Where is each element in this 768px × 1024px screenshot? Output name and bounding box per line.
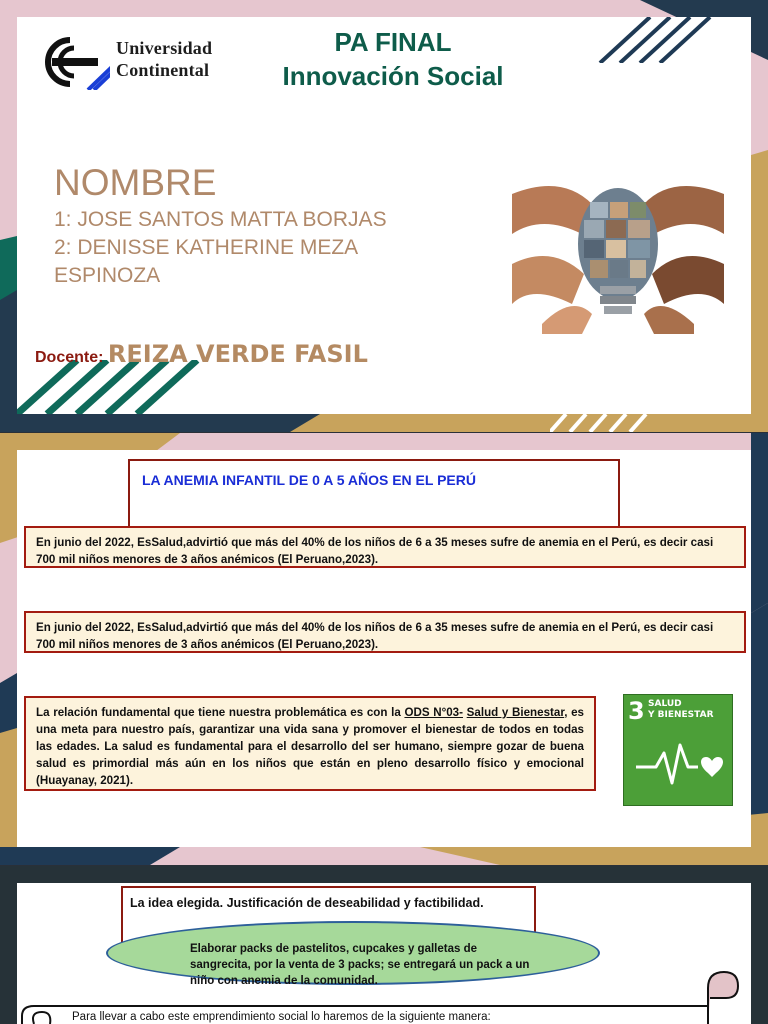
slide-1 [0,0,768,432]
logo-line-2: Continental [116,60,210,80]
scroll-text: Para llevar a cabo este emprendimiento social lo haremos de la siguiente manera: [72,1011,491,1023]
title-line-1: PA FINAL [334,27,452,57]
ods-text-post: , es una meta para nuestro país, garantizar una vida sana y promover el bienestar de todos en todas las edades. La salud es fundamental para el desarrollo del ser humano, siempre gozar de buena salud es primordial más aún en los niños que están en pleno desarrollo físico y emocional (Huayanay, 2021). [36,706,584,787]
title-line-2: Innovación Social [282,61,504,91]
stripes-bottom-left [17,360,257,414]
nombre-heading: NOMBRE [54,162,217,203]
team-names [54,160,454,290]
logo-line-1: Universidad [116,38,213,58]
docente-line [35,340,368,368]
ods-text-pre: La relación fundamental que tiene nuestra problemática es con la [36,706,405,719]
member-2: 2: DENISSE KATHERINE MEZA [54,236,359,259]
member-1: 1: JOSE SANTOS MATTA BORJAS [54,208,387,231]
stripes-top-right [590,17,751,63]
idea-text: Elaborar packs de pastelitos, cupcakes y galletas de sangrecita, por la venta de 3 packs; se entregará un pack a un niño con anemia de la comunidad. [190,943,530,987]
sdg-label-line-1: SALUD [648,699,682,709]
heartbeat-heart-icon [634,737,724,793]
sdg-number: 3 [628,697,645,725]
anemia-title-box [128,459,620,529]
logo-mark-icon [30,34,110,90]
idea-title: La idea elegida. Justificación de deseabilidad y factibilidad. [130,896,484,910]
docente-label: Docente: [35,349,108,366]
essalud-paragraph-2: En junio del 2022, EsSalud,advirtió que más del 40% de los niños de 6 a 35 meses sufre de anemia en el Perú, es decir casi 700 mil niños menores de 3 años anémicos (El Peruano,2023). [24,611,746,653]
salud-bienestar-link: Salud y Bienestar [466,706,565,719]
sdg-label-line-2: Y BIENESTAR [648,710,714,720]
ods-link: ODS N°03- [404,706,463,719]
essalud-paragraph-1: En junio del 2022, EsSalud,advirtió que más del 40% de los niños de 6 a 35 meses sufre de anemia en el Perú, es decir casi 700 mil niños menores de 3 años anémicos (El Peruano,2023). [24,526,746,568]
docente-name: REIZA VERDE FASIL [107,340,368,368]
member-2-cont: ESPINOZA [54,264,161,287]
hands-lightbulb-photo [512,174,724,334]
ods-paragraph [24,696,596,791]
sdg-label [648,699,728,721]
stripes-bottom-right [550,414,670,432]
university-logo [30,34,230,90]
sdg-3-badge [623,694,733,806]
anemia-title: LA ANEMIA INFANTIL DE 0 A 5 AÑOS EN EL PERÚ [142,472,476,488]
